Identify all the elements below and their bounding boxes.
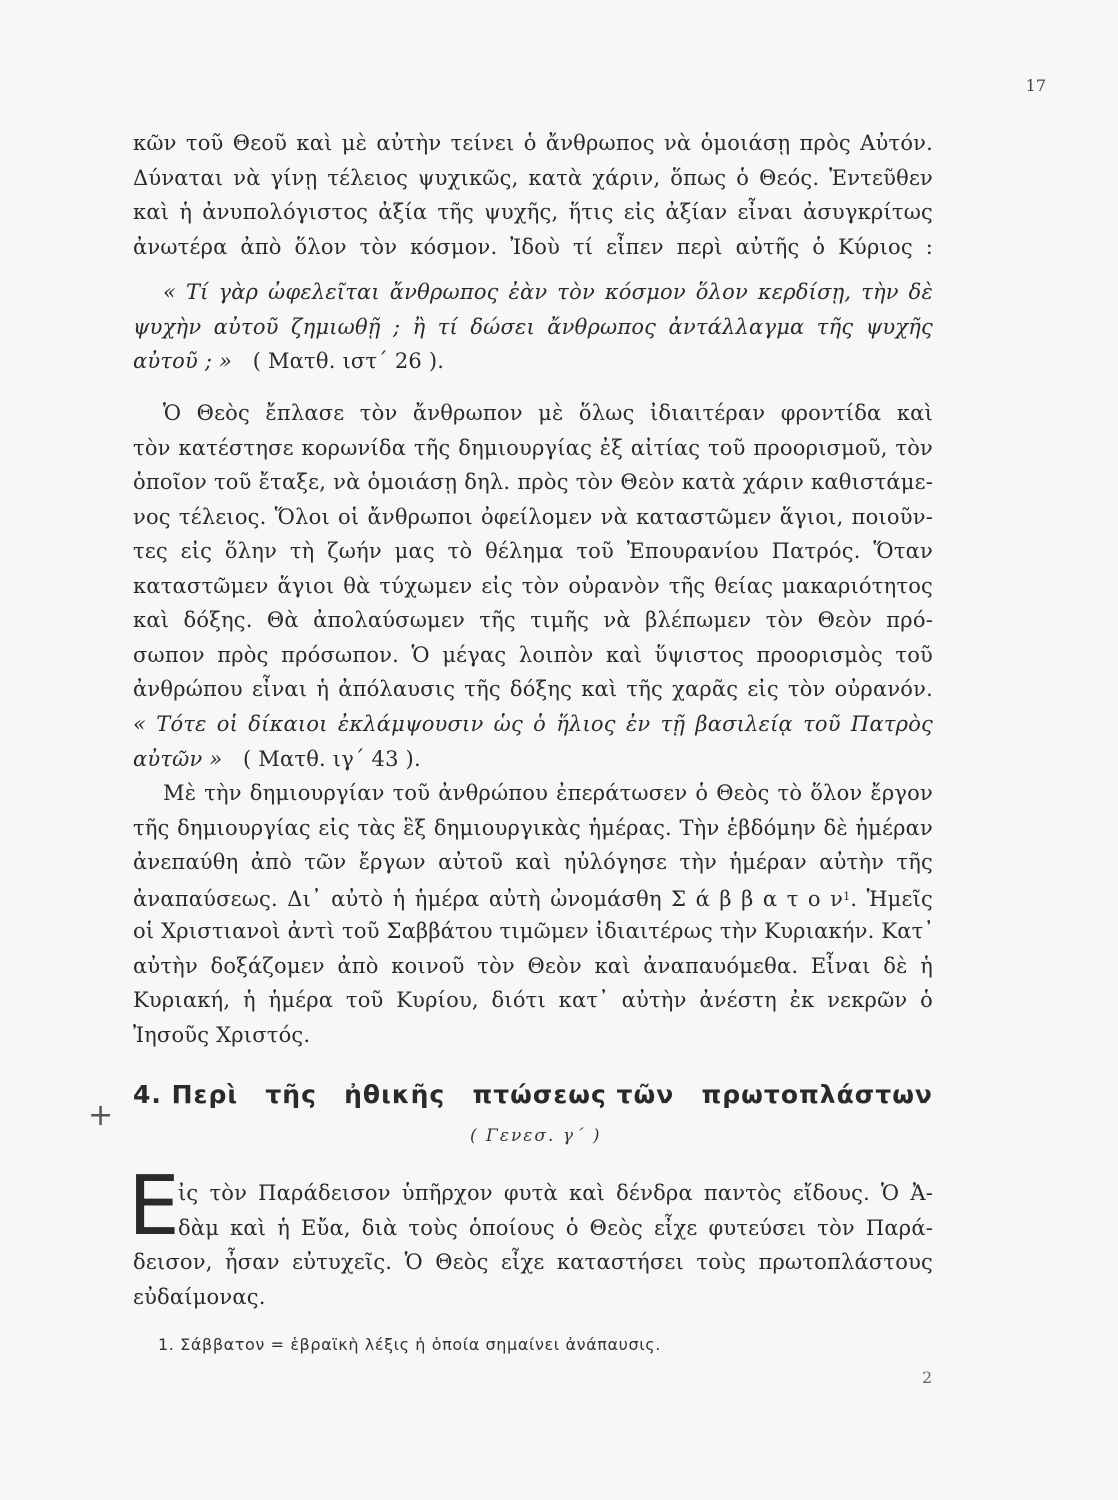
subheading-reference: ( Γενεσ. γ΄ ) — [470, 1126, 602, 1146]
scripture-reference: ( Ματθ. ιστ΄ 26 ). — [252, 349, 445, 373]
text-line: Μὲ τὴν δημιουργίαν τοῦ ἀνθρώπου ἐπεράτωσεν ὁ Θεὸς τὸ ὅλον ἔργον — [163, 781, 933, 805]
text-line: ἀνεπαύθη ἀπὸ τῶν ἔργων αὐτοῦ καὶ ηὐλόγησε τὴν ἡμέραν αὐτὴν τῆς — [133, 850, 933, 874]
paragraph-continuation — [133, 126, 933, 264]
footnote-reference: 1 — [843, 889, 851, 903]
heading-number: 4. Περὶ — [133, 1080, 239, 1109]
text-segment: . Ἡμεῖς — [850, 886, 934, 911]
text-line: καταστῶμεν ἅγιοι θὰ τύχωμεν εἰς τὸν οὐρανὸν τῆς θείας μακαριότητος — [133, 573, 933, 598]
text-line: νος τέλειος. Ὅλοι οἱ ἄνθρωποι ὀφείλομεν νὰ καταστῶμεν ἅγιοι, ποιοῦν- — [133, 504, 933, 529]
text-line-with-footnote — [133, 880, 933, 915]
text-line: καὶ ἡ ἀνυπολόγιστος ἀξία τῆς ψυχῆς, ἥτις εἰς ἀξίαν εἶναι ἀσυγκρίτως — [133, 200, 933, 224]
text-line: Δύναται νὰ γίνῃ τέλειος ψυχικῶς, κατὰ χάριν, ὅπως ὁ Θεός. Ἐντεῦθεν — [133, 165, 933, 190]
text-line: δεισον, ἦσαν εὐτυχεῖς. Ὁ Θεὸς εἶχε καταστήσει τοὺς πρωτοπλάστους — [133, 1250, 933, 1274]
text-line: ὁποῖον τοῦ ἔταξε, νὰ ὁμοιάσῃ δηλ. πρὸς τὸν Θεὸν κατὰ χάριν καθιστάμε- — [133, 470, 933, 494]
text-line: ἰς τὸν Παράδεισον ὑπῆρχον φυτὰ καὶ δένδρα παντὸς εἴδους. Ὁ Ἀ- — [178, 1181, 933, 1205]
heading-word: πτώσεως τῶν — [472, 1080, 675, 1109]
drop-cap: Ε — [128, 1159, 180, 1254]
text-line: αὐτὴν δοξάζομεν ἀπὸ κοινοῦ τὸν Θεὸν καὶ ἀναπαυόμεθα. Εἶναι δὲ ἡ — [133, 953, 933, 978]
text-line: ἀνθρώπου εἶναι ἡ ἀπόλαυσις τῆς δόξης καὶ τῆς χαρᾶς εἰς τὸν οὐρανόν. — [133, 677, 933, 701]
scripture-reference: ( Ματθ. ιγ΄ 43 ). — [243, 746, 421, 771]
quote-line: ψυχὴν αὐτοῦ ζημιωθῇ ; ἢ τί δώσει ἄνθρωπος ἀντάλλαγμα τῆς ψυχῆς — [133, 314, 933, 339]
text-line: ἀνωτέρα ἀπὸ ὅλον τὸν κόσμον. Ἰδοὺ τί εἶπεν περὶ αὐτῆς ὁ Κύριος : — [133, 234, 933, 259]
text-line: Κυριακή, ἡ ἡμέρα τοῦ Κυρίου, διότι κατ᾽ αὐτὴν ἀνέστη ἐκ νεκρῶν ὁ — [133, 988, 933, 1012]
section-heading — [133, 1080, 933, 1109]
text-segment: ἀναπαύσεως. Δι᾽ αὐτὸ ἡ ἡμέρα αὐτὴ ὠνομάσθη Σ ά β β α τ ο ν — [133, 886, 844, 911]
paragraph — [133, 776, 933, 1052]
annotation-mark: + — [88, 1098, 114, 1133]
quote-line: αὐτῶν » — [133, 746, 223, 771]
text-line: τες εἰς ὅλην τὴ ζωήν μας τὸ θέλημα τοῦ Ἐπουρανίου Πατρός. Ὅταν — [133, 539, 933, 563]
text-line: τὸν κατέστησε κορωνίδα τῆς δημιουργίας ἐξ αἰτίας τοῦ προορισμοῦ, τὸν — [133, 435, 933, 460]
text-line: δὰμ καὶ ἡ Εὔα, διὰ τοὺς ὁποίους ὁ Θεὸς εἶχε φυτεύσει τὸν Παρά- — [178, 1215, 933, 1240]
text-line: εὐδαίμονας. — [133, 1284, 266, 1309]
paragraph — [133, 1245, 933, 1314]
quote-line: αὐτοῦ ; » — [133, 349, 233, 373]
quote-last-line — [133, 344, 933, 379]
text-line: τῆς δημιουργίας εἰς τὰς ἓξ δημιουργικὰς ἡμέρας. Τὴν ἑβδόμην δὲ ἡμέραν — [133, 815, 933, 840]
text-line: οἱ Χριστιανοὶ ἀντὶ τοῦ Σαββάτου τιμῶμεν ἰδιαιτέρως τὴν Κυριακήν. Κατ᾽ — [133, 919, 935, 943]
text-line: Ὁ Θεὸς ἔπλασε τὸν ἄνθρωπον μὲ ὅλως ἰδιαιτέραν φροντίδα καὶ — [163, 401, 933, 425]
quote-line: « Τί γὰρ ὠφελεῖται ἄνθρωπος ἐὰν τὸν κόσμον ὅλον κερδίσῃ, τὴν δὲ — [163, 280, 933, 304]
text-line: Ἰησοῦς Χριστός. — [133, 1022, 311, 1047]
quote-block — [133, 707, 933, 776]
heading-word: ἠθικῆς — [344, 1080, 446, 1109]
heading-word: πρωτοπλάστων — [701, 1080, 933, 1109]
text-line: σωπον πρὸς πρόσωπον. Ὁ μέγας λοιπὸν καὶ ὕψιστος προορισμὸς τοῦ — [133, 642, 933, 667]
heading-word: τῆς — [265, 1080, 317, 1109]
text-line: κῶν τοῦ Θεοῦ καὶ μὲ αὐτὴν τείνει ὁ ἄνθρωπος νὰ ὁμοιάσῃ πρὸς Αὐτόν. — [133, 131, 933, 155]
quote-line: « Τότε οἱ δίκαιοι ἐκλάμψουσιν ὡς ὁ ἥλιος ἐν τῇ βασιλείᾳ τοῦ Πατρὸς — [133, 712, 933, 736]
page-number: 17 — [1025, 76, 1046, 95]
quote-block — [133, 275, 933, 379]
paragraph-dropcap-lines — [178, 1176, 933, 1245]
paragraph — [133, 396, 933, 707]
footnote: 1. Σάββατον = ἑβραϊκὴ λέξις ἡ ὁποία σημαίνει ἀνάπαυσις. — [158, 1335, 661, 1354]
text-line: καὶ δόξης. Θὰ ἀπολαύσωμεν τῆς τιμῆς νὰ βλέπωμεν τὸν Θεὸν πρό- — [133, 608, 933, 632]
quote-last-line — [133, 742, 933, 777]
signature-mark: 2 — [922, 1368, 933, 1387]
